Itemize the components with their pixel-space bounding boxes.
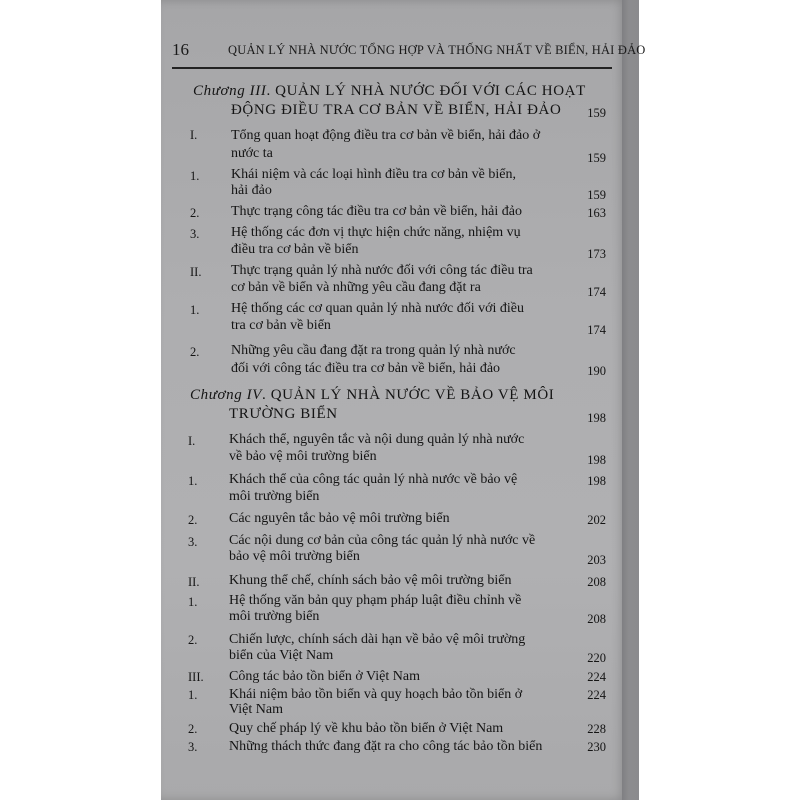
entry-title-line1: Thực trạng công tác điều tra cơ bản về biển, hải đảo [231, 204, 522, 219]
entry-page-number: 202 [587, 513, 606, 527]
entry-title-line1: Khái niệm và các loại hình điều tra cơ bản về biển, [231, 167, 516, 182]
entry-number: 2. [188, 722, 198, 736]
entry-title-line2: biển của Việt Nam [229, 648, 334, 663]
entry-page-number: 190 [587, 364, 606, 378]
entry-page-number: 159 [587, 188, 606, 202]
entry-number: I. [188, 434, 196, 448]
entry-page-number: 208 [587, 575, 606, 589]
entry-title-line1: Công tác bảo tồn biển ở Việt Nam [229, 669, 420, 684]
entry-page-number: 224 [587, 670, 606, 684]
entry-number: II. [190, 265, 202, 279]
entry-page-number: 220 [587, 651, 606, 665]
entry-page-number: 230 [587, 740, 606, 754]
entry-title-line1: Những yêu cầu đang đặt ra trong quản lý nhà nước [231, 343, 516, 358]
chapter-title-line2: TRƯỜNG BIỂN [229, 406, 338, 422]
entry-title-line1: Khung thể chế, chính sách bảo vệ môi trường biển [229, 573, 512, 588]
entry-title-line1: Khái niệm bảo tồn biển và quy hoạch bảo tồn biển ở [229, 687, 523, 702]
running-title: QUẢN LÝ NHÀ NƯỚC TỔNG HỢP VÀ THỐNG NHẤT VỀ BIỂN, HẢI ĐẢO [228, 43, 646, 57]
entry-number: 2. [188, 513, 198, 527]
entry-number: 3. [188, 535, 198, 549]
entry-number: 1. [190, 303, 200, 317]
entry-title-line1: Các nguyên tắc bảo vệ môi trường biển [229, 511, 450, 526]
entry-page-number: 174 [587, 323, 606, 337]
chapter-page-number: 198 [587, 411, 606, 425]
entry-number: 3. [188, 740, 198, 754]
chapter-title-line1: Chương IV. QUẢN LÝ NHÀ NƯỚC VỀ BẢO VỆ MÔI [190, 387, 555, 403]
entry-page-number: 228 [587, 722, 606, 736]
entry-title-line1: Những thách thức đang đặt ra cho công tác bảo tồn biển [229, 739, 543, 754]
entry-title-line2: cơ bản về biển và những yêu cầu đang đặt ra [231, 280, 481, 295]
entry-number: 1. [188, 474, 198, 488]
entry-page-number: 203 [587, 553, 606, 567]
entry-title-line2: nước ta [231, 146, 273, 161]
entry-number: 1. [190, 169, 200, 183]
entry-number: 2. [190, 206, 200, 220]
entry-number: 3. [190, 227, 200, 241]
entry-page-number: 198 [587, 453, 606, 467]
entry-title-line1: Hệ thống các cơ quan quản lý nhà nước đối với điều [231, 301, 524, 316]
entry-title-line2: Việt Nam [229, 702, 283, 717]
entry-title-line1: Khách thể, nguyên tắc và nội dung quản lý nhà nước [229, 432, 525, 447]
entry-page-number: 159 [587, 151, 606, 165]
entry-title-line2: môi trường biển [229, 609, 320, 624]
entry-number: 2. [188, 633, 198, 647]
entry-title-line2: bảo vệ môi trường biển [229, 549, 360, 564]
chapter-page-number: 159 [587, 106, 606, 120]
entry-title-line1: Thực trạng quản lý nhà nước đối với công tác điều tra [231, 263, 533, 278]
entry-number: 2. [190, 345, 200, 359]
chapter-label: Chương IV [190, 387, 262, 403]
entry-title-line2: điều tra cơ bản về biển [231, 242, 359, 257]
entry-title-line1: Khách thể của công tác quản lý nhà nước về bảo vệ [229, 472, 518, 487]
chapter-title-line1: Chương III. QUẢN LÝ NHÀ NƯỚC ĐỐI VỚI CÁC HOẠT [193, 83, 586, 99]
entry-number: 1. [188, 595, 198, 609]
entry-title-line1: Các nội dung cơ bản của công tác quản lý nhà nước về [229, 533, 536, 548]
entry-number: I. [190, 128, 198, 142]
entry-title-line2: môi trường biển [229, 489, 320, 504]
entry-title-line2: tra cơ bản về biển [231, 318, 331, 333]
chapter-label: Chương III [193, 83, 267, 99]
entry-title-line1: Chiến lược, chính sách dài hạn về bảo vệ môi trường [229, 632, 526, 647]
entry-number: II. [188, 575, 200, 589]
page-number: 16 [172, 40, 189, 59]
entry-number: III. [188, 670, 204, 684]
chapter-title-line2: ĐỘNG ĐIỀU TRA CƠ BẢN VỀ BIỂN, HẢI ĐẢO [231, 102, 562, 118]
entry-title-line2: hải đảo [231, 183, 272, 198]
entry-page-number: 163 [587, 206, 606, 220]
entry-page-number: 224 [587, 688, 606, 702]
entry-page-number: 173 [587, 247, 606, 261]
entry-title-line1: Hệ thống văn bản quy phạm pháp luật điều chỉnh về [229, 593, 522, 608]
entry-page-number: 208 [587, 612, 606, 626]
entry-title-line2: đối với công tác điều tra cơ bản về biển, hải đảo [231, 361, 501, 376]
entry-page-number: 174 [587, 285, 606, 299]
entry-title-line1: Hệ thống các đơn vị thực hiện chức năng, nhiệm vụ [231, 225, 521, 240]
entry-number: 1. [188, 688, 198, 702]
entry-title-line2: về bảo vệ môi trường biển [229, 449, 377, 464]
entry-page-number: 198 [587, 474, 606, 488]
entry-title-line1: Quy chế pháp lý về khu bảo tồn biển ở Việt Nam [229, 721, 504, 736]
entry-title-line1: Tổng quan hoạt động điều tra cơ bản về biển, hải đảo ở [231, 128, 541, 143]
